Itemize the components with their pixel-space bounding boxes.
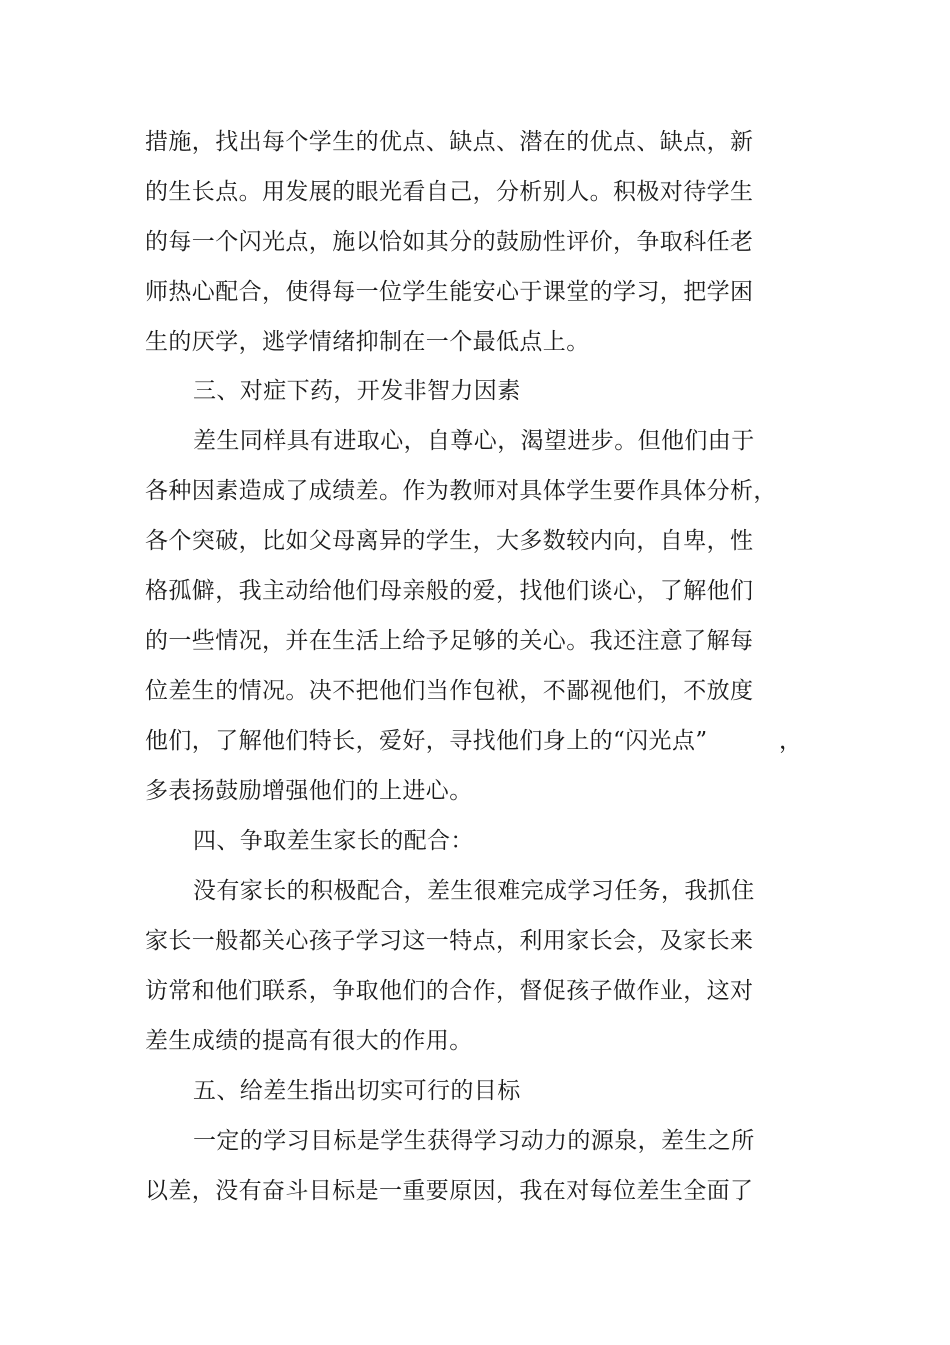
text-line: 的每一个闪光点，施以恰如其分的鼓励性评价，争取科任老	[145, 229, 754, 255]
text-line: 差生成绩的提高有很大的作用。	[145, 1028, 473, 1054]
trailing-comma: ，	[779, 728, 802, 754]
text-line: 多表扬鼓励增强他们的上进心。	[145, 778, 473, 804]
text-line: 家长一般都关心孩子学习这一特点，利用家长会，及家长来	[145, 928, 754, 954]
text-line: 位差生的情况。决不把他们当作包袱，不鄙视他们，不放度	[145, 678, 754, 704]
section-heading: 三、对症下药，开发非智力因素	[193, 378, 521, 404]
text-line: 措施，找出每个学生的优点、缺点、潜在的优点、缺点，新	[145, 129, 754, 155]
text-line: 访常和他们联系，争取他们的合作，督促孩子做作业，这对	[145, 978, 754, 1004]
text-line: 以差，没有奋斗目标是一重要原因，我在对每位差生全面了	[145, 1178, 754, 1204]
section-heading: 四、争取差生家长的配合：	[193, 828, 474, 854]
text-line: 各个突破，比如父母离异的学生，大多数较内向，自卑，性	[145, 528, 754, 554]
section-heading: 五、给差生指出切实可行的目标	[193, 1078, 521, 1104]
text-line: 的生长点。用发展的眼光看自己，分析别人。积极对待学生	[145, 179, 754, 205]
text-line: 师热心配合，使得每一位学生能安心于课堂的学习，把学困	[145, 279, 754, 305]
text-line: 各种因素造成了成绩差。作为教师对具体学生要作具体分析，	[145, 478, 777, 504]
text-line: 生的厌学，逃学情绪抑制在一个最低点上。	[145, 329, 590, 355]
text-line: 没有家长的积极配合，差生很难完成学习任务，我抓住	[193, 878, 755, 904]
text-line: 的一些情况，并在生活上给予足够的关心。我还注意了解每	[145, 628, 754, 654]
text-line: 差生同样具有进取心，自尊心，渴望进步。但他们由于	[193, 428, 755, 454]
text-line: 他们，了解他们特长，爱好，寻找他们身上的“闪光点”	[145, 728, 708, 754]
text-line: 格孤僻，我主动给他们母亲般的爱，找他们谈心，了解他们	[145, 578, 754, 604]
text-line: 一定的学习目标是学生获得学习动力的源泉，差生之所	[193, 1128, 755, 1154]
